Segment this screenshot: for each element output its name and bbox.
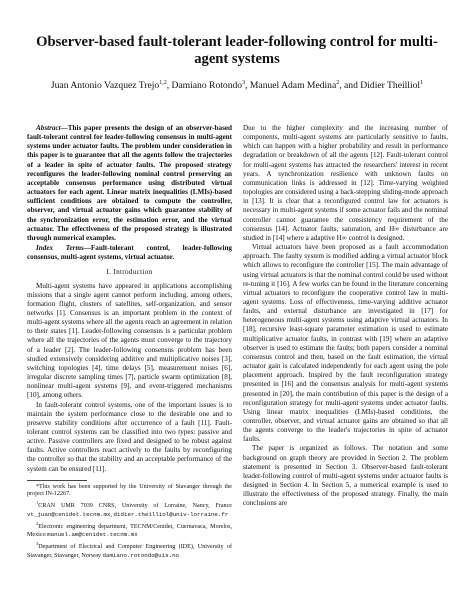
affiliation-mark: 3	[242, 79, 246, 86]
abstract-label: Abstract	[36, 124, 61, 132]
left-column	[27, 124, 232, 561]
author-name: Manuel Adam Medina	[249, 80, 337, 91]
abstract-text: —This paper presents the design of an observer-based fault-tolerant control for leader-following consensus in multi-agent systems under actuator faults. The problem under consideration in this paper is to guarantee that all the agents follow the trajectories of a leader in spite of actuator faults. The proposed strategy reconfigures the leader-following nominal control preserving an acceptable consensus performance using distributed virtual actuators for each agent. Linear matrix inequalities (LMIs)-based sufficient conditions are obtained to compute the controller, observer, and virtual actuator gains which guarantee stability of the synchronization error, the estimation error, and the virtual actuator. The effectiveness of the proposed strategy is illustrated through numerical examples.	[27, 124, 232, 242]
footnote-affiliation	[27, 499, 232, 519]
author-name: Damiano Rotondo	[171, 80, 243, 91]
body-paragraph: The paper is organized as follows. The notation and some background on graph theory are provided in Section 2. The problem statement is presented in Section 3. Observer-based fault-tolerant leader-following control of multi-agent systems under actuator faults is designed in Section 4. In Section 5, a numerical example is used to illustrate the effectiveness of the proposed strategy. Finally, the main conclusions are	[243, 444, 448, 508]
email-link[interactable]: didier.theilliol@univ-lorraine.fr	[113, 510, 229, 518]
footnote-affiliation	[27, 540, 232, 560]
footnote-funding: *This work has been supported by the University of Stavanger through the project IN-12267.	[27, 483, 232, 498]
email-link[interactable]: manuel.am@cenidet.tecnm.mx	[47, 531, 138, 539]
email-link[interactable]: damiano.rotondo@uis.no	[102, 551, 180, 559]
footnote-affiliation	[27, 520, 232, 540]
affiliation-mark: 3	[36, 541, 39, 547]
email-link[interactable]: vt_juan@cenidet.tecnm.mx	[27, 510, 111, 518]
section-heading: I. Introduction	[106, 268, 153, 277]
affiliation-mark: 1	[36, 500, 39, 506]
author-separator: ,	[245, 80, 250, 91]
affiliation-text: Department of Electrical and Computer Engineering (IDE), University of Stavanger, Stavanger, Norway	[27, 544, 232, 559]
author-separator: , and	[339, 80, 361, 91]
right-column	[243, 124, 448, 509]
affiliation-mark: 2	[36, 520, 39, 526]
index-terms	[27, 244, 232, 262]
paper-title: Observer-based fault-tolerant leader-following control for multi-agent systems	[36, 34, 438, 67]
author-list	[20, 80, 454, 92]
author-separator: ,	[166, 80, 172, 91]
email-separator: ,	[110, 511, 114, 518]
body-paragraph: Multi-agent systems have appeared in applications accomplishing missions that a single agent cannot perform including, among others, formation flight, clusters of satellites, self-organization, and sensor networks [1]. Consensus is an important problem in the context of multi-agent systems where all the agents reach an agreement in relation to their states [1]. Leader-following consensus is a particular problem where all the trajectories of the agents must converge to the trajectory of a leader [2]. The leader-following consensus problem has been studied extensively considering additive and multiplicative noises [3], switching topologies [4], time delays [5], measurement noises [6], irregular discrete sampling times [7], particle swarm optimization [8], nonlinear multi-agent systems [9], and event-triggered mechanisms [10], among others.	[27, 281, 232, 400]
affiliation-mark: 1,2	[159, 79, 167, 86]
body-paragraph: In fault-tolerant control systems, one of the important issues is to maintain the system performance close to the desirable one and to preserve stability conditions after occurrence of a fault [11]. Fault-tolerant control systems can be classified into two types: passive and active. Passive controllers are fixed and designed to be robust against faults. Active controllers react actively to the faults by reconfiguring the controller so that the stability and an acceptable performance of the system can be ensured [11].	[27, 400, 232, 473]
affiliation-text: Electronic engineering department, TECNM/Cenidet, Cuernavaca, Morelos, Mexico	[27, 523, 232, 539]
index-terms-text: —Fault-tolerant control, leader-following consensus, multi-agent systems, virtual actuator.	[27, 244, 232, 262]
author-name: Juan Antonio Vazquez Trejo	[50, 80, 160, 91]
abstract	[27, 124, 232, 243]
footnote-divider	[27, 480, 87, 481]
affiliation-mark: 1	[420, 79, 424, 86]
body-paragraph: Due to the higher complexity and the increasing number of components, multi-agent systems are particularly sensitive to faults, which can happen with a higher probability and result in performance degradation or breakdown of all the agents [12]. Fault-tolerant control for multi-agent systems has attracted the researchers' interest in recent years. A synchronization resilience with unknown faults on communication links is addressed in [12]. Time-varying weighted topologies are considered using a back-stepping sliding-mode approach in [13]. It is clear that a reconfigured control law for actuators is necessary in multi-agent systems if some actuator fails and the nominal controller cannot guarantee the consistency requirement of the consensus [14]. Actuator faults, saturation, and H∞ disturbance are studied in [14] where a adaptive H∞ control is designed.	[243, 124, 448, 242]
affiliation-text: CRAN UMR 7039 CNRS, University of Lorraine, Nancy, France	[38, 503, 232, 510]
author-name: Didier Theilliol	[360, 80, 421, 91]
affiliation-mark: 2	[336, 79, 340, 86]
body-paragraph: Virtual actuators have been proposed as a fault accommodation approach. The faulty system is modified adding a virtual actuator block which allows to reconfigure the controller [15]. The main advantage of using virtual actuators is that the nominal control could be used without re-tuning it [16]. A few works can be found in the literature concerning virtual actuators to reconfigure the cooperative control law in multi-agent systems. Loss of effectiveness, time-varying additive actuator faults, and external disturbance are investigated in [17] for heterogeneous multi-agent systems using adaptive virtual actuators. In [18], recursive least-square parameter estimation is used to estimate multiplicative actuator faults, in contrast with [19] where an adaptive observer is used to estimate the faults; both papers consider a nominal consensus control and then, based on the fault estimation, the virtual actuator gain is calculated independently for each agent using the pole placement approach. Inspired by the fault reconfiguration strategy presented in [16] and the consensus analysis for multi-agent systems presented in [20], the main contribution of this paper is the design of a reconfiguration strategy for multi-agent systems under actuator faults. Using linear matrix inequalities (LMIs)-based conditions, the controller, observer, and virtual actuator gains are obtained so that all the agents converge to the leader's trajectories in spite of actuator faults.	[243, 243, 448, 444]
index-terms-label: Index Terms	[36, 244, 84, 253]
